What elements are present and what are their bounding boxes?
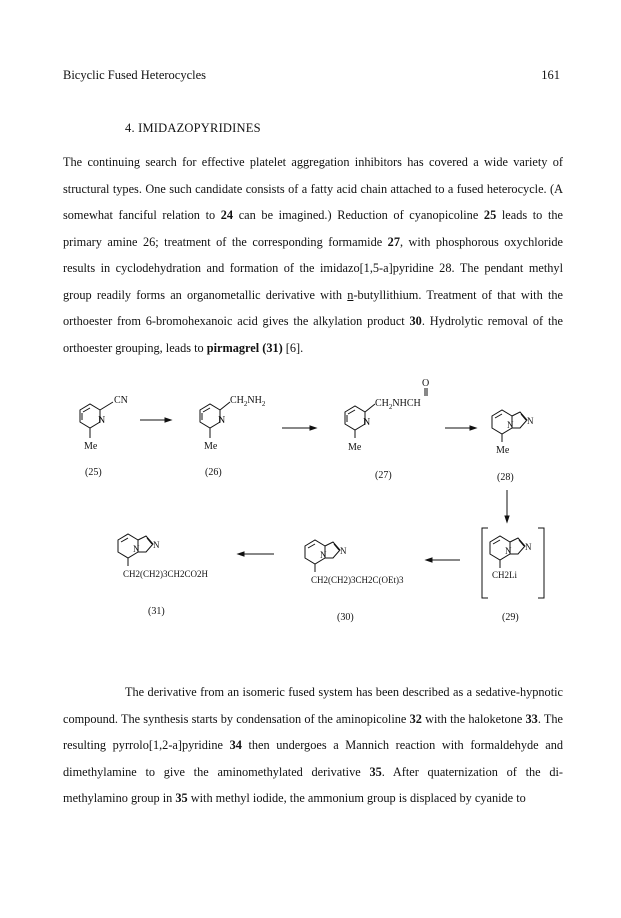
compound-label-31: (31) (148, 606, 165, 617)
compound-28-structure (492, 410, 534, 456)
compound-label-27: (27) (375, 470, 392, 481)
paragraph-2 (63, 679, 563, 812)
compound-ref: 25 (483, 208, 497, 222)
atom-label: $CH_2NH_2$ (230, 395, 266, 408)
atom-label: N (525, 542, 532, 552)
atom-label: N (98, 415, 106, 426)
atom-label: N (218, 415, 226, 426)
compound-label-28: (28) (497, 472, 514, 483)
compound-ref: 30 (409, 314, 422, 328)
atom-label: O (422, 378, 430, 389)
section-heading: 4. IMIDAZOPYRIDINES (125, 121, 261, 135)
compound-26-structure (200, 395, 266, 452)
text-run: -butyllithium. Treatment of that with the orthoester from 6-bromohexanoic acid gives the alkylation product (63, 287, 563, 328)
text-run: . Hydrolytic removal of the orthoester grouping, leads to (63, 314, 563, 355)
atom-label: CN (114, 395, 128, 406)
paragraph-1 (63, 149, 563, 361)
compound-ref: 32 (409, 711, 422, 726)
compound-ref: 27 (387, 234, 400, 249)
arrow-head (426, 558, 432, 562)
text-run: [6]. (282, 340, 304, 355)
compound-label-25: (25) (85, 467, 102, 478)
text-run: . After quaternization of the di-methylamino group in (63, 764, 563, 805)
running-title: Bicyclic Fused Heterocycles (63, 68, 207, 82)
compound-30-structure (305, 540, 404, 585)
atom-label: Me (496, 445, 510, 456)
page-number: 161 (541, 68, 560, 82)
substituent-label: CH2Li (492, 570, 518, 580)
text-run: can be imagined.) Reduction of cyanopicoline (233, 208, 484, 222)
atom-label: N (153, 540, 160, 550)
atom-label: Me (348, 442, 362, 453)
substituent-label: CH2(CH2)3CH2CO2H (123, 569, 209, 579)
atom-label: N (363, 417, 371, 428)
text-run: . The resulting pyrrolo[1,2-a]pyridine (63, 711, 563, 752)
compound-ref: 35 (369, 764, 382, 779)
atom-label: N (527, 416, 534, 426)
compound-27-structure (345, 378, 429, 453)
text-run: with methyl iodide, the ammonium group is displaced by cyanide to (187, 791, 526, 805)
text-run: The continuing search for effective platelet aggregation inhibitors has covered a wide variety of structural types. One such candidate consists of a fatty acid chain attached to a fused heterocycle. (A somewhat fanciful relation to (63, 155, 563, 222)
compound-ref: 33 (525, 711, 538, 726)
compound-ref: 35 (175, 791, 188, 805)
atom-label: $CH_2NHCH$ (375, 398, 421, 411)
text-run: leads to the primary amine 26; treatment of the corresponding formamide (63, 208, 563, 249)
substituent-label: CH2(CH2)3CH2C(OEt)3 (311, 575, 404, 585)
atom-label: N (320, 550, 327, 560)
text-run: with the haloketone (421, 711, 526, 726)
reaction-scheme (60, 370, 570, 640)
arrow-head (470, 426, 476, 430)
arrow-head (238, 552, 244, 556)
compound-label-29: (29) (502, 612, 519, 623)
atom-label: Me (204, 441, 218, 452)
compound-ref: 24 (220, 208, 234, 222)
arrow-head (165, 418, 171, 422)
compound-label-26: (26) (205, 467, 222, 478)
arrow-head (505, 516, 509, 522)
italic-prefix: n (347, 287, 354, 302)
atom-label: N (340, 546, 347, 556)
drug-name: pirmagrel (31) (206, 340, 283, 355)
atom-label: N (133, 544, 140, 554)
running-head (63, 68, 560, 83)
atom-label: N (507, 420, 514, 430)
text-run: then undergoes a Mannich reaction with formaldehyde and dimethylamine to give the aminomethylated derivative (63, 738, 563, 779)
compound-label-30: (30) (337, 612, 354, 623)
compound-31-structure (118, 534, 209, 579)
text-run: The derivative from an isomeric fused system has been described as a sedative-hypnotic compound. The synthesis starts by condensation of the aminopicoline (63, 685, 563, 726)
compound-ref: 34 (229, 738, 242, 752)
atom-label: N (505, 546, 512, 556)
compound-29-structure (482, 528, 544, 598)
compound-25-structure (80, 395, 128, 452)
atom-label: Me (84, 441, 98, 452)
text-run: , with phosphorous oxychloride results in cyclodehydration and formation of the imidazo[1,5-a]pyridine 28. The pendant methyl group readily forms an organometallic derivative with (63, 234, 563, 302)
arrow-head (310, 426, 316, 430)
